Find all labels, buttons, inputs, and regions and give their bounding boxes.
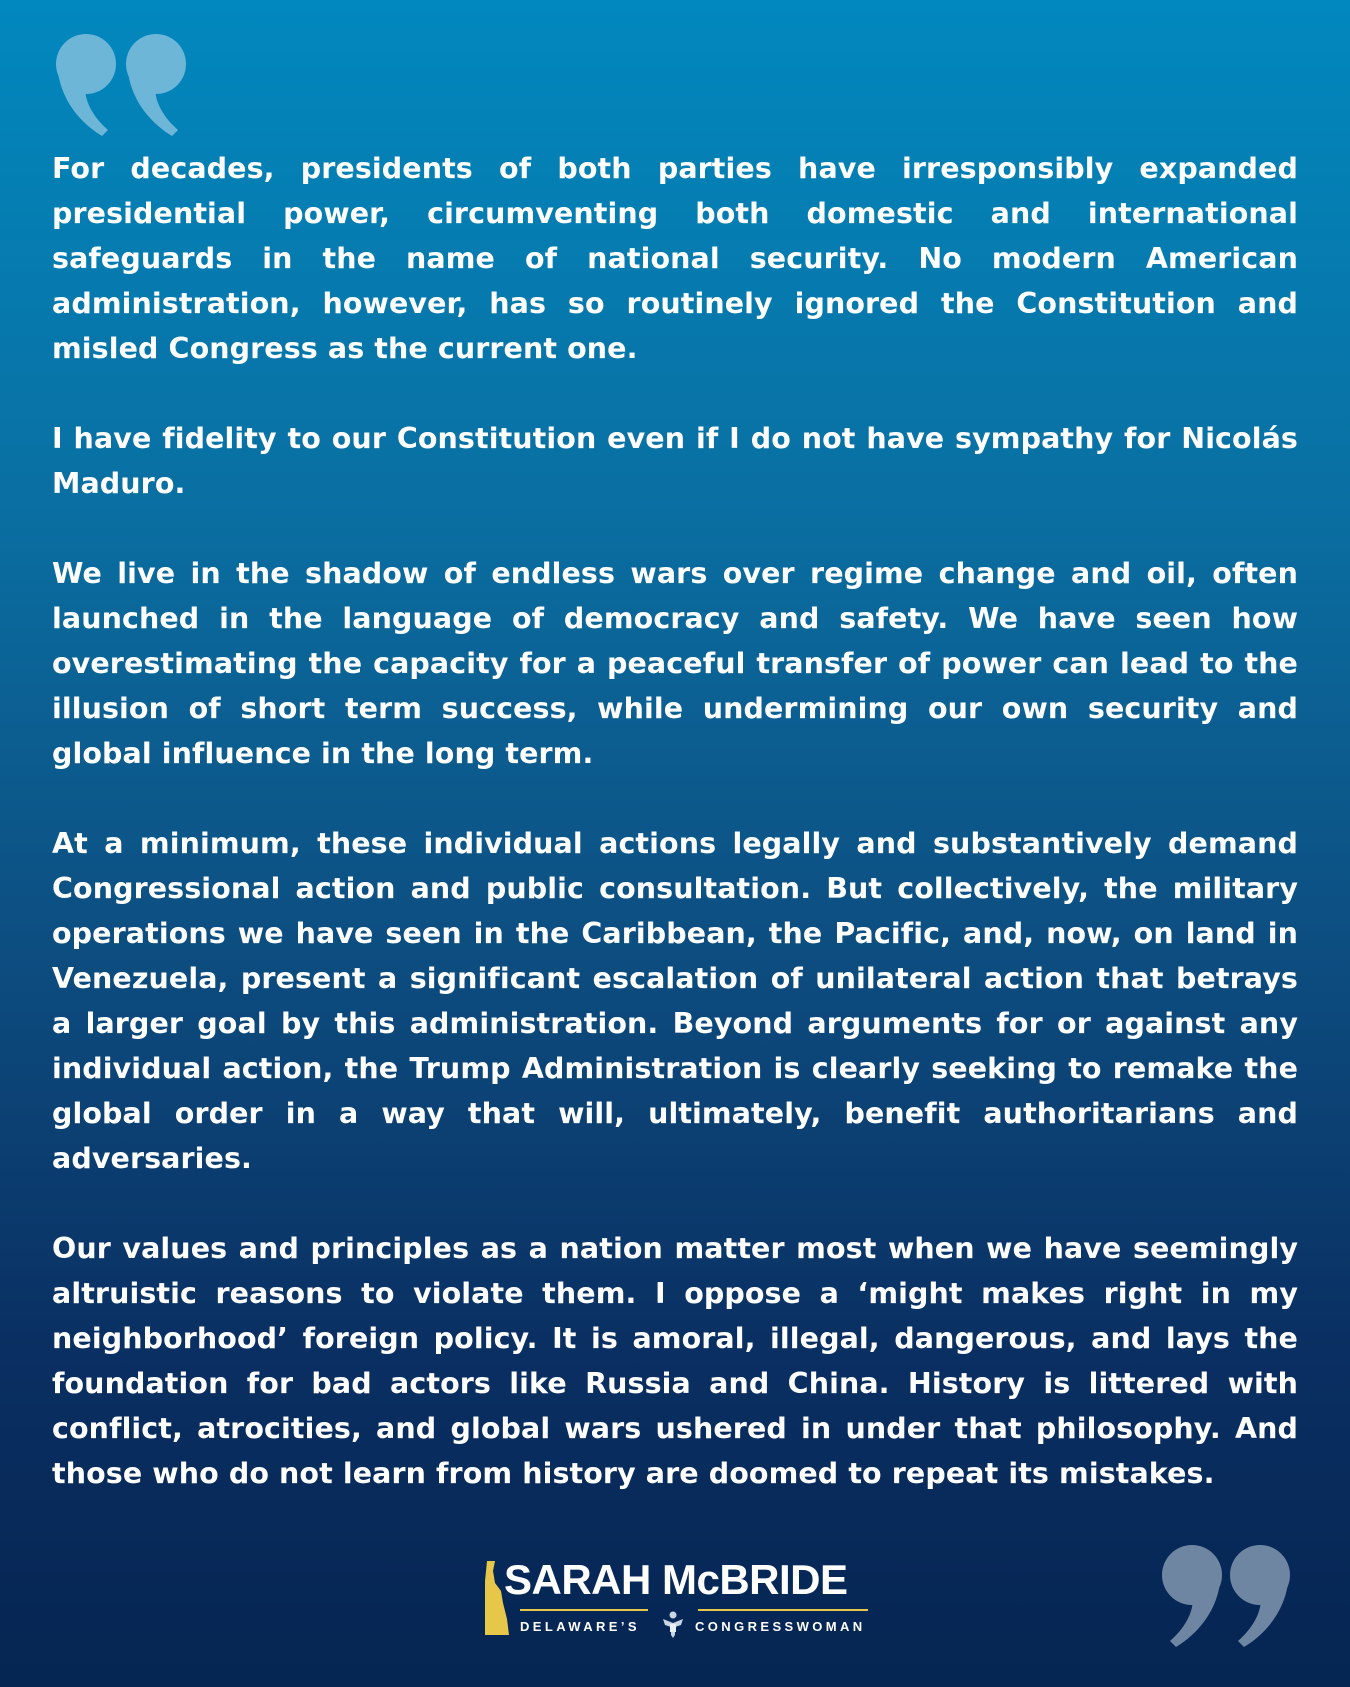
logo-rule-right	[698, 1609, 868, 1611]
statement-body	[52, 146, 1298, 1541]
paragraph: Our values and principles as a nation matter most when we have seemingly altruistic reasons to violate them. I oppose a ‘might makes right in my neighborhood’ foreign policy. It is amoral, illegal, dangerous, and lays the foundation for bad actors like Russia and China. History is littered with conflict, atrocities, and global wars ushered in under that philosophy. And those who do not learn from history are doomed to repeat its mistakes.	[52, 1232, 1298, 1490]
logo-rule-left	[520, 1609, 648, 1611]
paragraph: We live in the shadow of endless wars over regime change and oil, often launched in the language of democracy and safety. We have seen how overestimating the capacity for a peaceful transfer of power can lead to the illusion of short term success, while undermining our own security and global influence in the long term.	[52, 557, 1298, 770]
logo-subtitle-right: CONGRESSWOMAN	[695, 1619, 866, 1634]
logo-subtitle-left: DELAWARE’S	[520, 1619, 640, 1634]
close-quote-icon	[1158, 1543, 1298, 1651]
paragraph: At a minimum, these individual actions legally and substantively demand Congressional action and public consultation. But collectively, the military operations we have seen in the Caribbean, the Pacific, and, now, on land in Venezuela, present a significant escalation of unilateral action that betrays a larger goal by this administration. Beyond arguments for or against any individual action, the Trump Administration is clearly seeking to remake the global order in a way that will, ultimately, benefit authoritarians and adversaries.	[52, 827, 1298, 1175]
house-seal-icon	[661, 1611, 685, 1639]
paragraph: I have fidelity to our Constitution even if I do not have sympathy for Nicolás Maduro.	[52, 422, 1298, 500]
open-quote-icon	[52, 32, 197, 144]
logo-name: SARAH McBRIDE	[504, 1556, 848, 1603]
sarah-mcbride-logo	[482, 1557, 870, 1637]
paragraph: For decades, presidents of both parties have irresponsibly expanded presidential power, circumventing both domestic and international safeguards in the name of national security. No modern American administration, however, has so routinely ignored the Constitution and misled Congress as the current one.	[52, 152, 1298, 365]
